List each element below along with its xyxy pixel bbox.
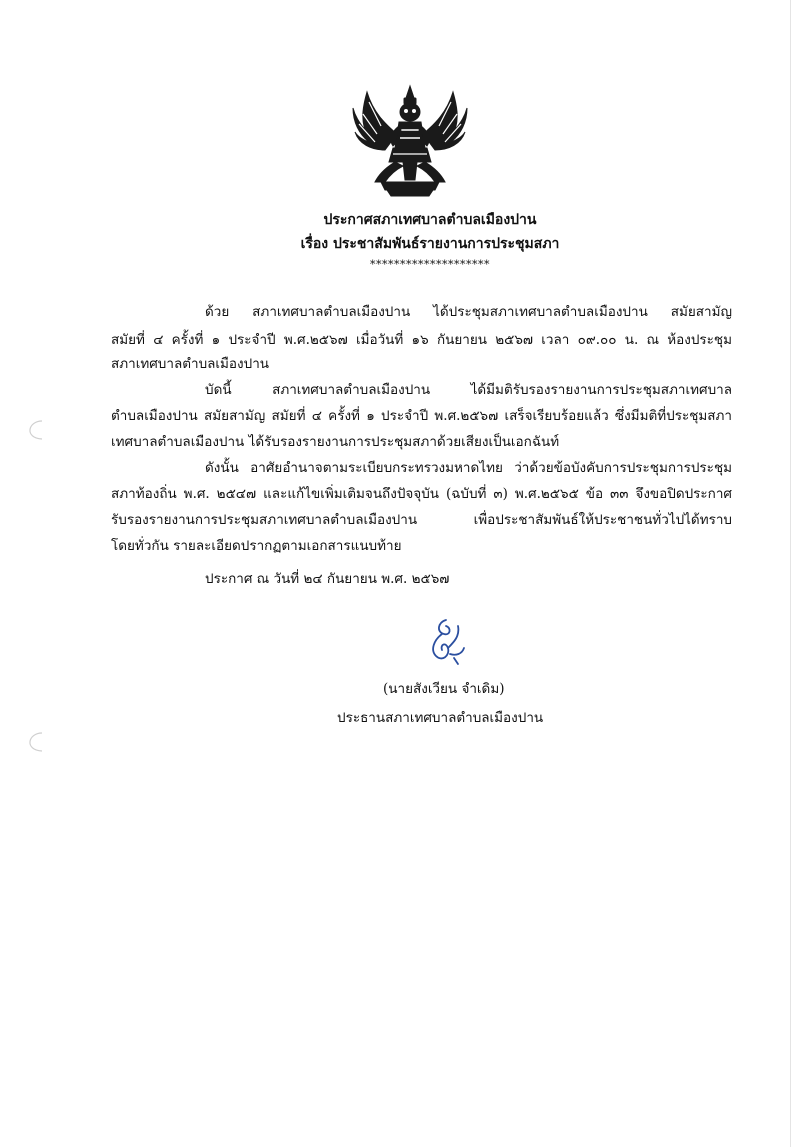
announcement-date: ประกาศ ณ วันที่ ๒๔ กันยายน พ.ศ. ๒๕๖๗ <box>205 571 450 587</box>
paragraph-2-line-3: เทศบาลตำบลเมืองปาน ได้รับรองรายงานการประชุมสภาด้วยเสียงเป็นเอกฉันท์ <box>111 434 560 450</box>
paragraph-2-line-2: ตำบลเมืองปาน สมัยสามัญ สมัยที่ ๔ ครั้งที่ ๑ ประจำปี พ.ศ.๒๕๖๗ เสร็จเรียบร้อยแล้ว ซึ่งมีมติที่ประชุมสภา <box>111 408 732 424</box>
paragraph-2-line-1: บัดนี้ สภาเทศบาลตำบลเมืองปาน ได้มีมติรับรองรายงานการประชุมสภาเทศบาล <box>205 382 732 398</box>
title-separator: ******************** <box>370 258 490 271</box>
punch-hole-mark-bottom <box>18 730 48 754</box>
signer-title: ประธานสภาเทศบาลตำบลเมืองปาน <box>337 710 544 726</box>
paragraph-3-line-4: โดยทั่วกัน รายละเอียดปรากฏตามเอกสารแนบท้าย <box>111 538 402 554</box>
handwritten-signature <box>420 614 470 672</box>
announcement-title: ประกาศสภาเทศบาลตำบลเมืองปาน <box>323 212 537 228</box>
punch-hole-mark-top <box>18 418 48 442</box>
paragraph-1-line-3: สภาเทศบาลตำบลเมืองปาน <box>111 356 270 372</box>
paragraph-3-line-3: รับรองรายงานการประชุมสภาเทศบาลตำบลเมืองปาน เพื่อประชาสัมพันธ์ให้ประชาชนทั่วไปได้ทราบ <box>111 512 732 528</box>
scan-edge-line <box>790 0 791 1147</box>
paragraph-1-line-1: ด้วย สภาเทศบาลตำบลเมืองปาน ได้ประชุมสภาเทศบาลตำบลเมืองปาน สมัยสามัญ <box>205 304 732 320</box>
signer-name: (นายสังเวียน จำเดิม) <box>383 681 505 697</box>
paragraph-1-line-2: สมัยที่ ๔ ครั้งที่ ๑ ประจำปี พ.ศ.๒๕๖๗ เมื่อวันที่ ๑๖ กันยายน ๒๕๖๗ เวลา ๐๙.๐๐ น. ณ ห้องประชุม <box>111 332 732 348</box>
paragraph-3-line-1: ดังนั้น อาศัยอำนาจตามระเบียบกระทรวงมหาดไทย ว่าด้วยข้อบังคับการประชุมการประชุม <box>205 460 732 476</box>
paragraph-3-line-2: สภาท้องถิ่น พ.ศ. ๒๕๔๗ และแก้ไขเพิ่มเติมจนถึงปัจจุบัน (ฉบับที่ ๓) พ.ศ.๒๕๖๕ ข้อ ๓๓ จึงขอปิดประกาศ <box>111 486 732 502</box>
announcement-subject: เรื่อง ประชาสัมพันธ์รายงานการประชุมสภา <box>300 236 560 252</box>
garuda-emblem-icon <box>345 82 475 202</box>
